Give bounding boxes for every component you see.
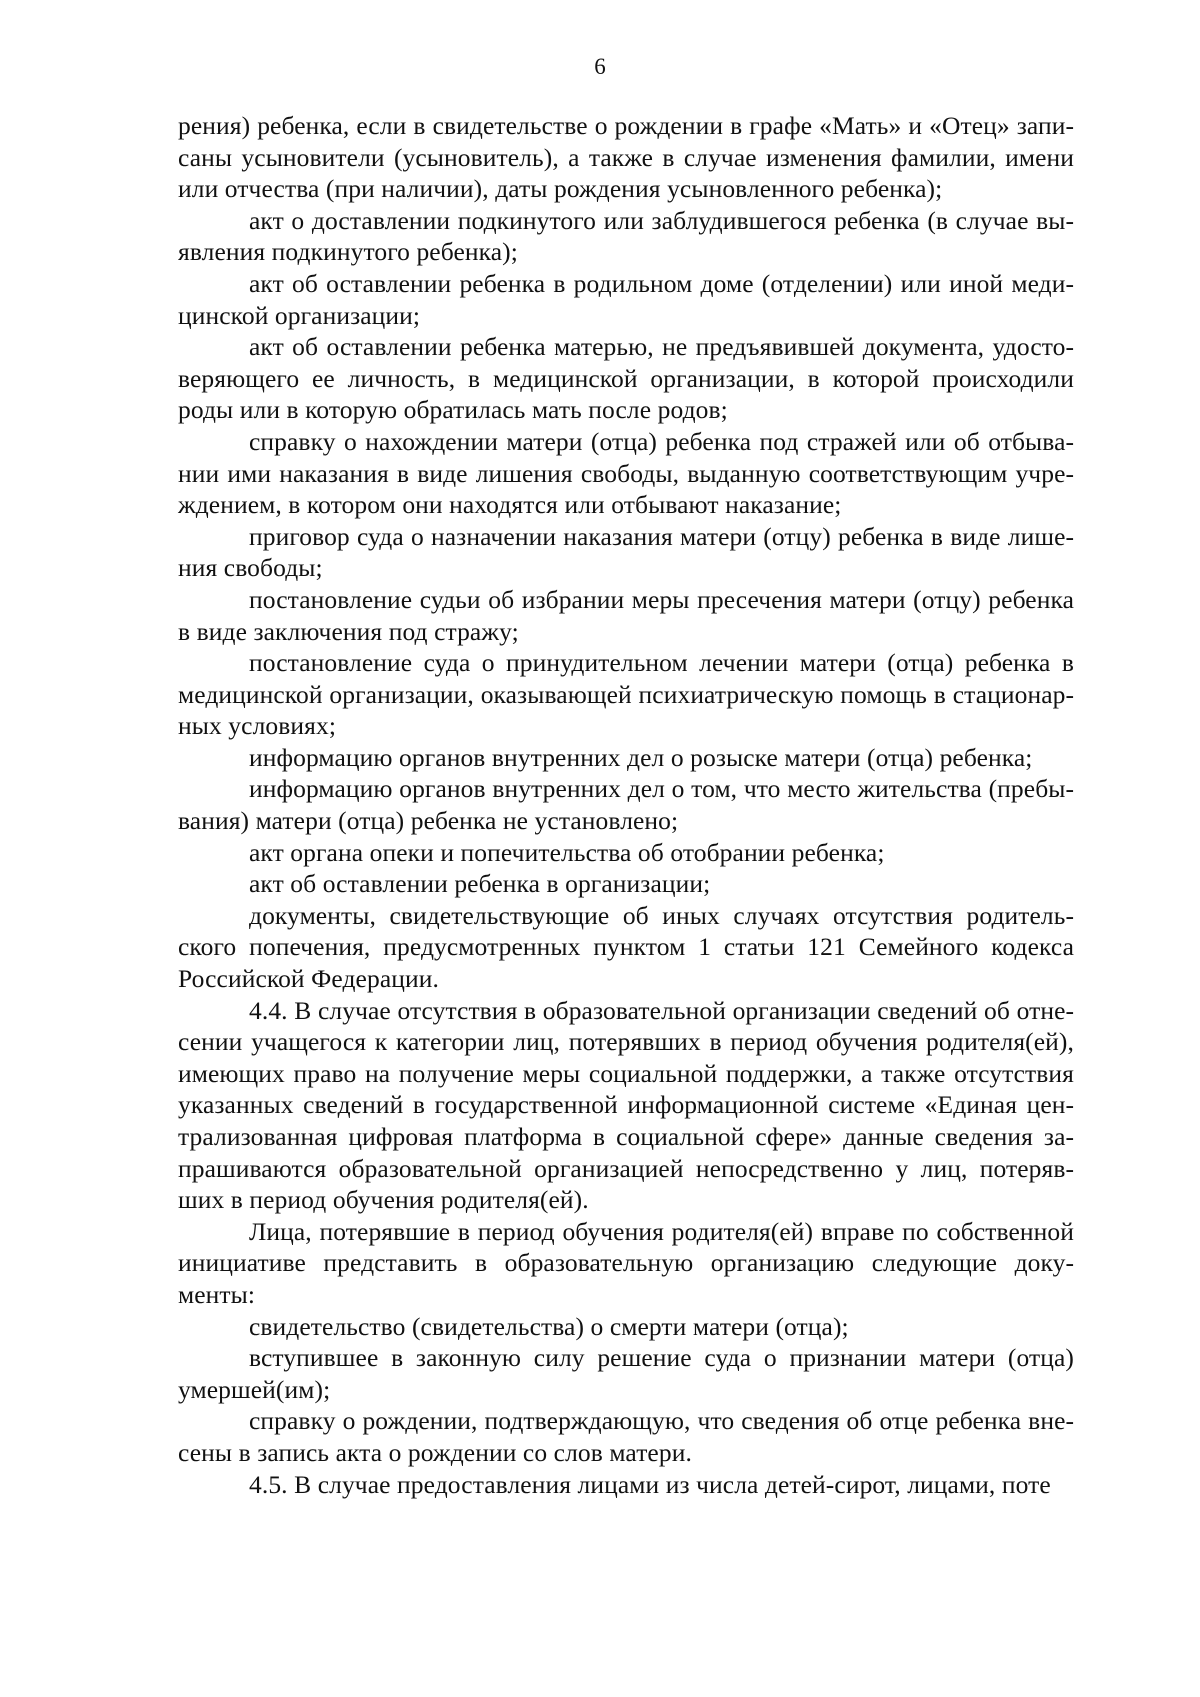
paragraph-13: 4.4. В случае отсутствия в образовательной организации сведений об отнесении учащегося к категории лиц, потерявших в период обучения родителя(ей), имеющих право на получение меры социальной поддержки, а также отсутствия указанных сведений в государственной информационной системе «Единая централизованная цифровая платформа в социальной сфере» данные сведения запрашиваются образовательной организацией непосредственно у лиц, потерявших в период обучения родителя(ей). bbox=[178, 995, 1074, 1215]
paragraph-9: информацию органов внутренних дел о том, что место жительства (пребывания) матери (отца) ребенка не установлено; bbox=[178, 774, 1074, 836]
body-text bbox=[178, 110, 1074, 1500]
paragraph-6: постановление судьи об избрании меры пресечения матери (отцу) ребенка в виде заключения под стражу; bbox=[178, 584, 1074, 646]
paragraph-4: справку о нахождении матери (отца) ребенка под стражей или об отбывании ими наказания в виде лишения свободы, выданную соответствующим учреждением, в котором они находятся или отбывают наказание; bbox=[178, 426, 1074, 520]
paragraph-11: акт об оставлении ребенка в организации; bbox=[249, 869, 711, 899]
paragraph-2: акт об оставлении ребенка в родильном доме (отделении) или иной медицинской организации; bbox=[178, 268, 1074, 330]
paragraph-12: документы, свидетельствующие об иных случаях отсутствия родительского попечения, предусмотренных пунктом 1 статьи 121 Семейного кодекса Российской Федерации. bbox=[178, 900, 1074, 994]
paragraph-14: Лица, потерявшие в период обучения родителя(ей) вправе по собственной инициативе представить в образовательную организацию следующие документы: bbox=[178, 1216, 1074, 1309]
paragraph-5: приговор суда о назначении наказания матери (отцу) ребенка в виде лишения свободы; bbox=[178, 521, 1074, 583]
paragraph-0: рения) ребенка, если в свидетельстве о рождении в графе «Мать» и «Отец» записаны усыновители (усыновитель), а также в случае изменения фамилии, имени или отчества (при наличии), даты рождения усыновленного ребенка); bbox=[178, 111, 1074, 204]
paragraph-3: акт об оставлении ребенка матерью, не предъявившей документа, удостоверяющего ее личность, в медицинской организации, в которой происходили роды или в которую обратилась мать после родов; bbox=[178, 332, 1074, 425]
paragraph-1: акт о доставлении подкинутого или заблудившегося ребенка (в случае выявления подкинутого ребенка); bbox=[178, 205, 1074, 267]
paragraph-16: вступившее в законную силу решение суда о признании матери (отца) умершей(им); bbox=[178, 1343, 1074, 1404]
paragraph-10: акт органа опеки и попечительства об отобрании ребенка; bbox=[249, 837, 885, 867]
page-number: 6 bbox=[594, 54, 606, 79]
paragraph-8: информацию органов внутренних дел о розыске матери (отца) ребенка; bbox=[249, 742, 1033, 772]
paragraph-17: справку о рождении, подтверждающую, что сведения об отце ребенка внесены в запись акта о рождении со слов матери. bbox=[178, 1406, 1074, 1467]
paragraph-7: постановление суда о принудительном лечении матери (отца) ребенка в медицинской организации, оказывающей психиатрическую помощь в стационарных условиях; bbox=[178, 648, 1074, 741]
paragraph-15: свидетельство (свидетельства) о смерти матери (отца); bbox=[249, 1311, 849, 1341]
paragraph-18: 4.5. В случае предоставления лицами из числа детей-сирот, лицами, поте bbox=[249, 1469, 1051, 1499]
